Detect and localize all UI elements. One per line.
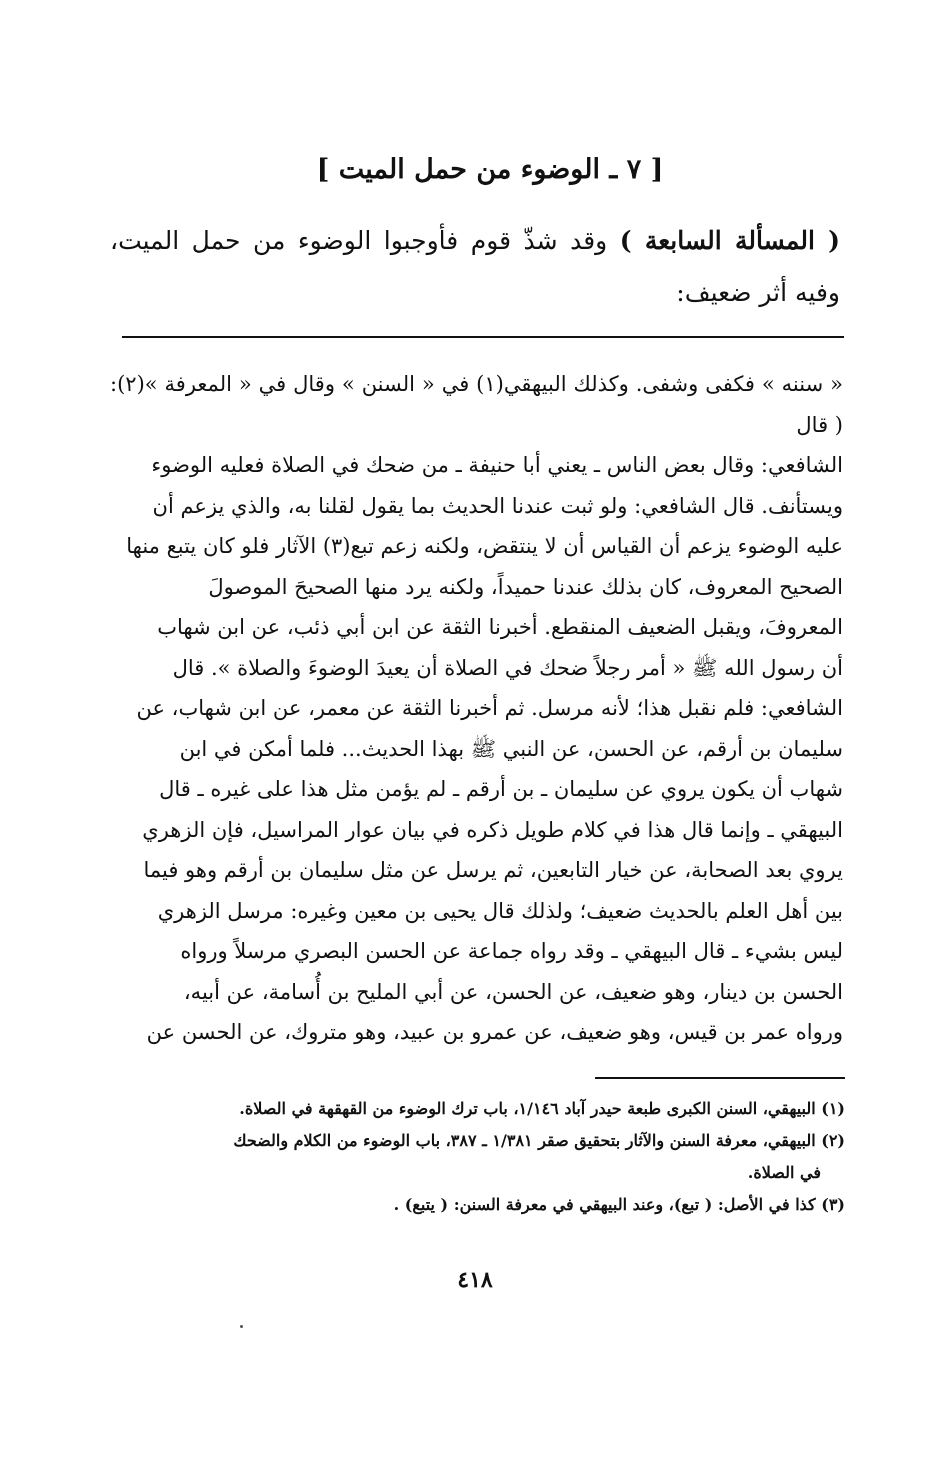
footnote-number: (١) [821,1099,845,1118]
body-line: سليمان بن أرقم، عن الحسن، عن النبي ﷺ بهذا الحديث... فلما أمكن في ابن [179,736,843,761]
body-line: الحسن بن دينار، وهو ضعيف، عن الحسن، عن أبي المليح بن أُسامة، عن أبيه، [183,979,843,1004]
body-separator [122,336,844,338]
body-line: الشافعي: وقال بعض الناس ـ يعني أبا حنيفة ـ من ضحك في الصلاة فعليه الوضوء [151,453,843,477]
footnote-text: كذا في الأصل: ( تبع)، وعند البيهقي في معرفة السنن: ( يتبع) . [393,1195,816,1214]
body-line: أن رسول الله ﷺ « أمر رجلاً ضحك في الصلاة أن يعيدَ الوضوءَ والصلاة ». قال [172,655,843,680]
footnote-text: البيهقي، معرفة السنن والآثار بتحقيق صقر ١/٣٨١ ـ ٣٨٧، باب الوضوء من الكلام والضحك [233,1131,816,1150]
body-line: ورواه عمر بن قيس، وهو ضعيف، عن عمرو بن عبيد، وهو متروك، عن الحسن عن [146,1020,843,1044]
page-number: ٤١٨ [457,1267,493,1293]
scan-speck [240,1325,243,1328]
footnotes [120,1093,845,1221]
intro-paragraph [110,215,840,319]
body-line: « سننه » فكفى وشفى. وكذلك البيهقي(١) في « السنن » وقال في « المعرفة »(٢): ( قال [110,372,843,437]
footnote-number: (٣) [821,1195,845,1214]
body-text [110,364,843,1053]
body-line: المعروفَ، ويقبل الضعيف المنقطع. أخبرنا الثقة عن ابن أبي ذئب، عن ابن شهاب [157,615,843,639]
body-line: بين أهل العلم بالحديث ضعيف؛ ولذلك قال يحيى بن معين وغيره: مرسل الزهري [157,898,843,923]
section-heading: [ ٧ ـ الوضوء من حمل الميت ] [316,154,664,185]
body-line: البيهقي ـ وإنما قال هذا في كلام طويل ذكره في بيان عوار المراسيل، فإن الزهري [142,817,843,842]
intro-text: وقد شذّ قوم فأوجبوا الوضوء من حمل الميت، وفيه أثر ضعيف: [110,226,840,307]
footnote-text: البيهقي، السنن الكبرى طبعة حيدر آباد ١/١٤٦، باب ترك الوضوء من القهقهة في الصلاة. [239,1099,816,1118]
issue-label: ( المسألة السابعة ) [619,226,840,255]
body-line: الصحيح المعروف، كان بذلك عندنا حميداً، ولكنه يرد منها الصحيحَ الموصولَ [208,574,843,599]
body-line: الشافعي: فلم نقبل هذا؛ لأنه مرسل. ثم أخبرنا الثقة عن معمر، عن ابن شهاب، عن [136,696,843,720]
footnote-number: (٢) [821,1131,845,1150]
body-line: شهاب أن يكون يروي عن سليمان ـ بن أرقم ـ لم يؤمن مثل هذا على غيره ـ قال [159,777,843,801]
body-line: عليه الوضوء يزعم أن القياس أن لا ينتقض، ولكنه زعم تبع(٣) الآثار فلو كان يتبع منها [126,534,843,558]
body-line: ليس بشيء ـ قال البيهقي ـ وقد رواه جماعة عن الحسن البصري مرسلاً ورواه [180,939,843,963]
footnote-2 [120,1125,845,1189]
body-line: ويستأنف. قال الشافعي: ولو ثبت عندنا الحديث بما يقول لقلنا به، والذي يزعم أن [152,493,843,518]
footnote-continuation: في الصلاة. [747,1163,821,1182]
footnote-separator [595,1077,845,1079]
body-line: يروي بعد الصحابة، عن خيار التابعين، ثم يرسل عن مثل سليمان بن أرقم وهو فيما [143,858,843,882]
footnote-3 [120,1189,845,1221]
footnote-1 [120,1093,845,1125]
